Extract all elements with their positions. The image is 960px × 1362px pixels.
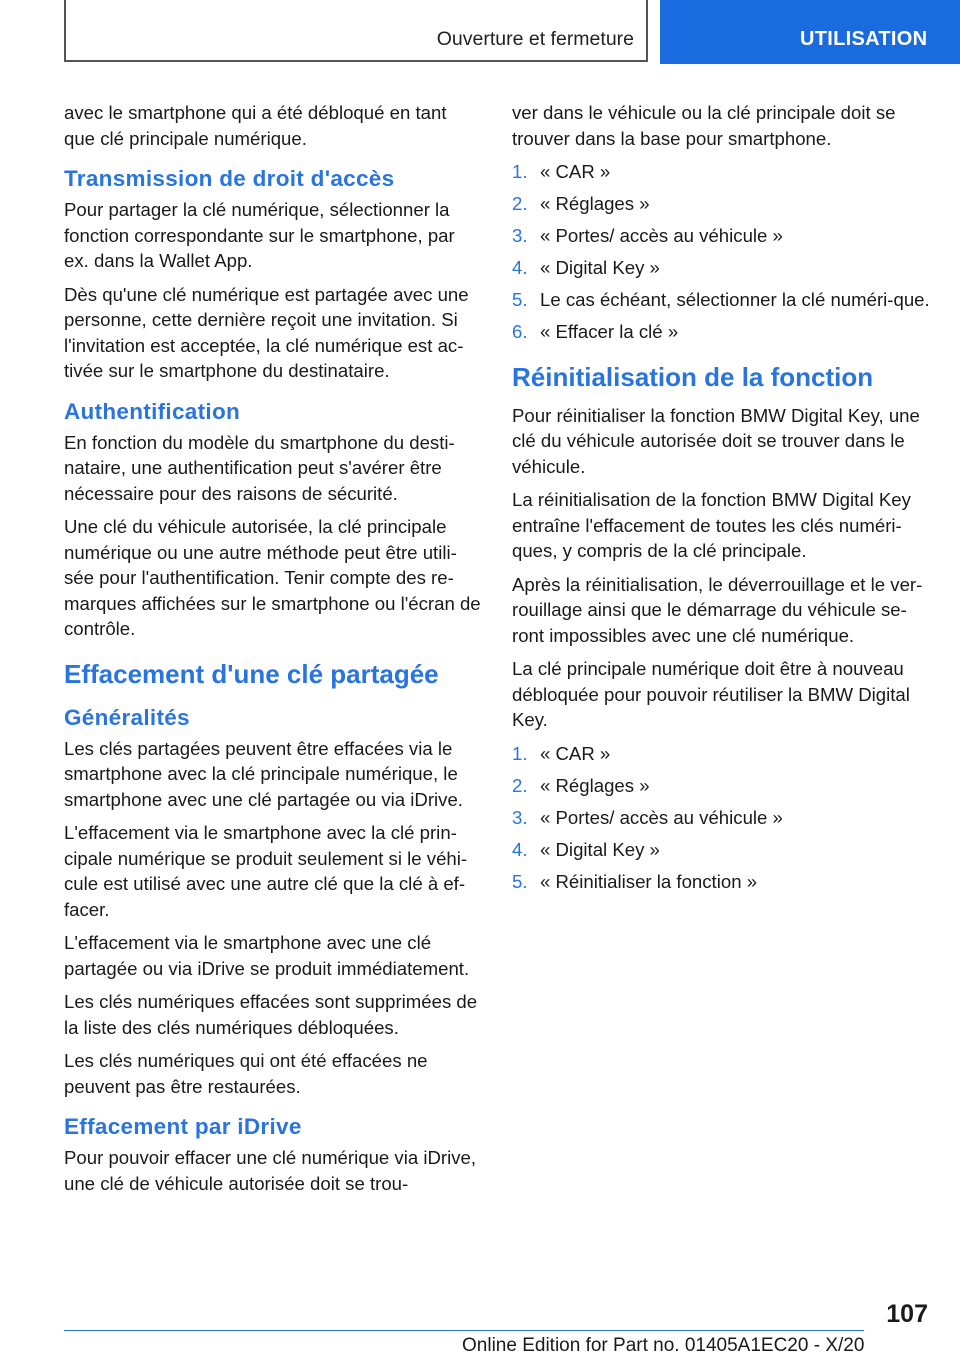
step-text: « Réglages » [540,193,650,214]
list-item [512,287,930,313]
paragraph: Une clé du véhicule autorisée, la clé principale numérique ou une autre méthode peut être utili-sée pour l'authentification. Tenir compte des re-marques affichées sur le smartphone ou l'écran de contrôle. [64,516,481,639]
footer-edition: Online Edition for Part no. 01405A1EC20 - X/20 [462,1335,865,1356]
list-item [512,741,930,767]
list-item [512,837,930,863]
step-text: « Digital Key » [540,257,660,278]
step-number: 6. [512,321,528,342]
step-number: 2. [512,193,528,214]
step-number: 5. [512,289,528,310]
paragraph: La clé principale numérique doit être à nouveau débloquée pour pouvoir réutiliser la BMW Digital Key. [512,658,910,730]
list-item [512,869,930,895]
steps-list-delete [512,159,930,345]
step-number: 1. [512,742,528,764]
list-item [512,773,930,799]
paragraph: Pour pouvoir effacer une clé numérique via iDrive, une clé de véhicule autorisée doit se trou- [64,1147,477,1194]
paragraph: L'effacement via le smartphone avec une clé partagée ou via iDrive se produit immédiatement. [64,932,470,979]
paragraph: ver dans le véhicule ou la clé principale doit se trouver dans la base pour smartphone. [512,102,896,149]
step-number: 2. [512,774,528,796]
left-column [64,100,482,1204]
steps-list-reset [512,741,930,895]
step-text: « Digital Key » [540,838,660,860]
step-text: « CAR » [540,161,611,182]
step-number: 4. [512,257,528,278]
heading-effacement: Effacement d'une clé partagée [64,658,439,689]
header-chapter-title: UTILISATION [800,28,928,50]
page-number: 107 [886,1300,928,1328]
footer-divider [64,1330,864,1331]
paragraph: En fonction du modèle du smartphone du desti-nataire, une authentification peut s'avérer être nécessaire pour des raisons de sécurité. [64,431,455,504]
paragraph: Dès qu'une clé numérique est partagée avec une personne, cette dernière reçoit une invitation. Si l'invitation est acceptée, la clé numérique est ac-tivée sur le smartphone du destinataire. [64,283,469,381]
step-text: « Réinitialiser la fonction » [540,870,758,892]
paragraph: L'effacement via le smartphone avec la clé prin-cipale numérique se produit seulement si le véhi-cule est utilisé avec une autre clé que la clé à ef-facer. [64,822,468,920]
step-text: « Portes/ accès au véhicule » [540,806,783,828]
heading-authentification: Authentification [64,398,241,424]
list-item [512,319,930,345]
heading-generalites: Généralités [64,704,190,730]
paragraph: Les clés numériques qui ont été effacées ne peuvent pas être restaurées. [64,1050,428,1097]
step-number: 4. [512,838,528,860]
heading-transmission: Transmission de droit d'accès [64,166,395,191]
header-chapter-tab [660,0,960,64]
step-text: Le cas échéant, sélectionner la clé numéri-que. [540,289,930,310]
step-number: 5. [512,870,528,892]
step-number: 1. [512,161,528,182]
paragraph: Pour partager la clé numérique, sélectionner la fonction correspondante sur le smartphone, par ex. dans la Wallet App. [64,199,455,271]
list-item [512,805,930,831]
list-item [512,191,930,217]
paragraph: Les clés numériques effacées sont supprimées de la liste des clés numériques débloquées. [64,991,478,1038]
right-column [512,100,930,906]
header-section-box [64,0,648,62]
header-section-title: Ouverture et fermeture [436,28,634,50]
heading-effacement-idrive: Effacement par iDrive [64,1114,302,1139]
step-number: 3. [512,225,528,246]
list-item [512,223,930,249]
step-number: 3. [512,806,528,828]
step-text: « Réglages » [540,774,650,796]
paragraph: La réinitialisation de la fonction BMW Digital Key entraîne l'effacement de toutes les clés numéri-ques, y compris de la clé principale. [512,489,911,561]
paragraph: avec le smartphone qui a été débloqué en tant que clé principale numérique. [64,102,447,149]
list-item [512,159,930,185]
step-text: « Effacer la clé » [540,321,679,342]
step-text: « CAR » [540,742,611,764]
paragraph: Les clés partagées peuvent être effacées via le smartphone avec la clé principale numérique, le smartphone avec une clé partagée ou via iDrive. [64,737,463,810]
heading-reinitialisation: Réinitialisation de la fonction [512,361,874,392]
paragraph: Pour réinitialiser la fonction BMW Digital Key, une clé du véhicule autorisée doit se trouver dans le véhicule. [512,404,920,477]
list-item [512,255,930,281]
paragraph: Après la réinitialisation, le déverrouillage et le ver-rouillage ainsi que le démarrage du véhicule se-ront impossibles avec une clé numérique. [512,573,923,646]
step-text: « Portes/ accès au véhicule » [540,225,783,246]
